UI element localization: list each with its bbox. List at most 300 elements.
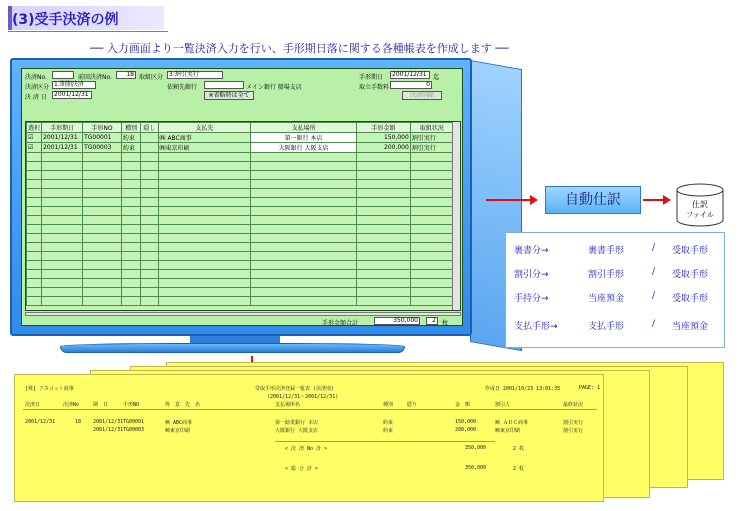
grid-empty-cell bbox=[251, 189, 357, 198]
report-company: [株] アスコット商事 bbox=[25, 386, 74, 392]
report-total-amount: 350,000 bbox=[465, 465, 487, 471]
kubun-label: 決済区分 bbox=[25, 84, 50, 91]
report-header-cell: 期 日 bbox=[93, 402, 109, 408]
mapping-credit: 受取手形 bbox=[672, 246, 709, 256]
grid-empty-cell bbox=[121, 243, 140, 252]
shoryaku-button[interactable]: ※省略時は全て bbox=[204, 91, 254, 100]
kessai-no-label: 決済No. bbox=[25, 74, 47, 81]
grid-empty-cell bbox=[42, 270, 83, 279]
grid-empty-cell bbox=[356, 153, 410, 162]
grid-empty-cell bbox=[83, 252, 122, 261]
grid-empty-cell bbox=[356, 198, 410, 207]
grid-empty-cell bbox=[158, 198, 251, 207]
grid-header-cell: 支払先 bbox=[158, 123, 251, 133]
grid-empty-cell bbox=[356, 225, 410, 234]
grid-empty-cell bbox=[356, 216, 410, 225]
grid-empty-cell bbox=[121, 279, 140, 288]
grid-empty-cell bbox=[141, 279, 158, 288]
grid-empty-cell bbox=[158, 153, 251, 162]
settlement-screen bbox=[21, 68, 463, 326]
grid-empty-cell bbox=[158, 261, 251, 270]
page-subtitle: ── 入力画面より一覧決済入力を行い、手形期日落に関する各種帳表を作成します ── bbox=[90, 42, 509, 55]
grid-empty-cell bbox=[251, 180, 357, 189]
report-title: 受取手形決済登録一覧表 (決済別) bbox=[255, 386, 335, 392]
grid-empty-cell bbox=[83, 243, 122, 252]
grid-empty-cell bbox=[158, 234, 251, 243]
grid-vertical-scrollbar[interactable] bbox=[452, 122, 460, 310]
report-line-status: 割引実行 bbox=[563, 428, 584, 434]
grid-horizontal-scrollbar[interactable] bbox=[25, 312, 461, 316]
grid-cell-no: TG00001 bbox=[83, 133, 122, 143]
grid-empty-cell bbox=[27, 171, 42, 180]
grid-empty-cell bbox=[251, 234, 357, 243]
grid-empty-cell bbox=[141, 216, 158, 225]
grid-empty-cell bbox=[121, 288, 140, 297]
report-header-cell: 得 意 先 名 bbox=[165, 402, 201, 408]
grid-empty-cell bbox=[141, 189, 158, 198]
mapping-debit: 割引手形 bbox=[588, 270, 625, 280]
report-header-cell: 決済日 bbox=[25, 402, 41, 408]
journal-file-label-1: 仕訳 bbox=[692, 200, 708, 209]
grid-empty-cell bbox=[27, 225, 42, 234]
grid-empty-cell bbox=[410, 171, 453, 180]
mapping-separator: / bbox=[652, 267, 656, 277]
grid-empty-cell bbox=[121, 297, 140, 306]
grid-empty-row bbox=[27, 207, 454, 216]
grid-empty-cell bbox=[410, 252, 453, 261]
count-value: 2 bbox=[426, 317, 438, 325]
date-input[interactable]: 2001/12/31 bbox=[52, 91, 92, 99]
page-title: (3)受手決済の例 bbox=[12, 12, 119, 28]
grid-empty-cell bbox=[158, 288, 251, 297]
report-page: PAGE: 1 bbox=[579, 385, 601, 391]
grid-empty-cell bbox=[121, 261, 140, 270]
mapping-debit: 裏書手形 bbox=[588, 246, 625, 256]
grid-empty-cell bbox=[27, 180, 42, 189]
grid-empty-cell bbox=[42, 288, 83, 297]
grid-empty-row bbox=[27, 297, 454, 306]
grid-empty-cell bbox=[83, 270, 122, 279]
grid-empty-cell bbox=[83, 207, 122, 216]
grid-empty-cell bbox=[83, 198, 122, 207]
torikumi-label: 取組区分 bbox=[139, 74, 164, 81]
grid-header-cell: 支払場所 bbox=[251, 123, 357, 133]
torikumi-select[interactable]: 3:割引実行 bbox=[167, 71, 223, 79]
grid-empty-row bbox=[27, 162, 454, 171]
grid-empty-cell bbox=[83, 171, 122, 180]
grid-empty-cell bbox=[158, 216, 251, 225]
grid-empty-cell bbox=[356, 270, 410, 279]
grid-empty-row bbox=[27, 261, 454, 270]
grid-cell-date: 2001/12/31 bbox=[42, 143, 83, 153]
grid-empty-cell bbox=[251, 243, 357, 252]
auto-journal-box: 自動仕訳 bbox=[545, 186, 641, 214]
grid-empty-cell bbox=[42, 180, 83, 189]
grid-empty-cell bbox=[158, 252, 251, 261]
grid-empty-cell bbox=[121, 225, 140, 234]
grid-empty-cell bbox=[410, 216, 453, 225]
report-created: 作成日 2001/10/23 13:01:35 bbox=[485, 386, 561, 392]
grid-empty-cell bbox=[410, 207, 453, 216]
report-total-count: 2 枚 bbox=[513, 466, 525, 472]
grid-empty-cell bbox=[83, 225, 122, 234]
grid-empty-cell bbox=[251, 279, 357, 288]
grid-cell-payee: ㈱ ABC商事 bbox=[158, 133, 251, 143]
grid-empty-cell bbox=[251, 153, 357, 162]
irai-label: 依頼先銀行 bbox=[167, 84, 198, 91]
kubun-select[interactable]: 1:期期決済 bbox=[52, 81, 96, 89]
grid-empty-cell bbox=[121, 252, 140, 261]
report-line-cust: ㈱ ABC商事 bbox=[165, 420, 193, 426]
report-header-cell: 支払場所名 bbox=[275, 402, 301, 408]
report-header-cell: 手形NO bbox=[123, 402, 140, 408]
report-row-no: 18 bbox=[75, 419, 82, 425]
grid-empty-row bbox=[27, 189, 454, 198]
grid-empty-cell bbox=[141, 171, 158, 180]
grid-empty-cell bbox=[141, 243, 158, 252]
report-line-kind: 約束 bbox=[383, 420, 394, 426]
toritate-label: 取立手数料 bbox=[359, 84, 390, 91]
grid-cell-hide bbox=[141, 133, 158, 143]
report-subtotal-rule bbox=[275, 441, 495, 442]
total-label: 手形金額合計 bbox=[322, 320, 359, 327]
report-header-cell: 割引人 bbox=[495, 402, 511, 408]
grid-header-cell: 手形金額 bbox=[356, 123, 410, 133]
grid-empty-cell bbox=[158, 297, 251, 306]
grid-empty-cell bbox=[27, 216, 42, 225]
grid-header-cell: 選択 bbox=[27, 123, 42, 133]
grid-empty-row bbox=[27, 234, 454, 243]
grid-empty-cell bbox=[83, 288, 122, 297]
grid-row[interactable] bbox=[27, 133, 454, 143]
report-line-due: 2001/12/31 bbox=[93, 427, 124, 433]
grid-empty-cell bbox=[42, 162, 83, 171]
grid-empty-cell bbox=[83, 261, 122, 270]
report-total-label: < 総 合 計 > bbox=[285, 466, 319, 472]
arrow-to-file bbox=[643, 199, 665, 201]
grid-empty-row bbox=[27, 279, 454, 288]
prev-kessai-value: 18 bbox=[116, 71, 136, 79]
grid-empty-cell bbox=[141, 234, 158, 243]
grid-empty-cell bbox=[42, 171, 83, 180]
kessai-delete-button[interactable]: 決済削除 bbox=[402, 91, 442, 100]
grid-empty-cell bbox=[27, 288, 42, 297]
monitor bbox=[10, 58, 472, 336]
report-line-cust: ㈱東京印刷 bbox=[165, 428, 191, 434]
grid-empty-row bbox=[27, 252, 454, 261]
irai-value: メイン銀行 船場支店 bbox=[246, 84, 302, 91]
grid-empty-cell bbox=[27, 234, 42, 243]
grid-empty-cell bbox=[410, 198, 453, 207]
grid-empty-cell bbox=[141, 270, 158, 279]
grid-empty-cell bbox=[141, 153, 158, 162]
grid-empty-cell bbox=[141, 261, 158, 270]
grid-empty-cell bbox=[251, 288, 357, 297]
grid-empty-cell bbox=[121, 189, 140, 198]
grid-empty-cell bbox=[121, 270, 140, 279]
grid-empty-cell bbox=[141, 297, 158, 306]
grid-empty-cell bbox=[251, 297, 357, 306]
grid-empty-cell bbox=[410, 225, 453, 234]
grid-empty-cell bbox=[121, 216, 140, 225]
grid-empty-cell bbox=[121, 207, 140, 216]
grid-empty-cell bbox=[83, 180, 122, 189]
grid-row[interactable] bbox=[27, 143, 454, 153]
grid-empty-cell bbox=[251, 162, 357, 171]
report-line-status: 割引実行 bbox=[563, 420, 584, 426]
report-line-amount: 150,000 bbox=[455, 419, 477, 425]
report-header-rule bbox=[23, 409, 597, 410]
grid-empty-cell bbox=[42, 225, 83, 234]
grid-empty-cell bbox=[410, 297, 453, 306]
grid-header-cell: 手形期日 bbox=[42, 123, 83, 133]
grid-empty-row bbox=[27, 171, 454, 180]
grid-empty-cell bbox=[121, 234, 140, 243]
grid-empty-cell bbox=[27, 297, 42, 306]
grid-empty-cell bbox=[42, 297, 83, 306]
arrow-head-file bbox=[663, 195, 671, 205]
grid-empty-cell bbox=[27, 162, 42, 171]
report-line-tno: TG00003 bbox=[123, 427, 145, 433]
grid-empty-cell bbox=[356, 207, 410, 216]
grid-empty-cell bbox=[158, 189, 251, 198]
grid-empty-cell bbox=[27, 270, 42, 279]
mapping-from: 裏書分→ bbox=[514, 246, 549, 256]
grid-empty-cell bbox=[356, 162, 410, 171]
grid-empty-cell bbox=[356, 252, 410, 261]
report-line-amount: 200,000 bbox=[455, 427, 477, 433]
grid-empty-cell bbox=[356, 180, 410, 189]
title-underline bbox=[8, 31, 168, 32]
grid-empty-cell bbox=[251, 198, 357, 207]
grid-empty-cell bbox=[42, 243, 83, 252]
report-header-cell: 隠り bbox=[407, 402, 418, 408]
grid-empty-cell bbox=[410, 189, 453, 198]
grid-empty-cell bbox=[410, 153, 453, 162]
report-line-place: 大阪銀行 大阪支店 bbox=[275, 428, 319, 434]
grid-empty-cell bbox=[141, 162, 158, 171]
grid-empty-cell bbox=[27, 189, 42, 198]
grid-empty-cell bbox=[251, 261, 357, 270]
grid-empty-cell bbox=[83, 297, 122, 306]
grid-empty-cell bbox=[251, 216, 357, 225]
grid-empty-cell bbox=[251, 270, 357, 279]
mapping-from: 支払手形→ bbox=[514, 322, 558, 332]
grid-empty-cell bbox=[158, 180, 251, 189]
mapping-credit: 受取手形 bbox=[672, 270, 709, 280]
mapping-separator: / bbox=[652, 291, 656, 301]
grid-empty-cell bbox=[42, 252, 83, 261]
journal-file-icon bbox=[675, 182, 725, 228]
grid-empty-cell bbox=[141, 252, 158, 261]
grid-empty-cell bbox=[121, 180, 140, 189]
grid-empty-row bbox=[27, 270, 454, 279]
mapping-from: 手持分→ bbox=[514, 294, 549, 304]
report-line-disc: ㈱ ＡＢＣ商事 bbox=[495, 420, 529, 426]
grid-empty-cell bbox=[27, 252, 42, 261]
grid-cell-amount: 200,000 bbox=[356, 143, 410, 153]
grid-empty-cell bbox=[42, 207, 83, 216]
report-subtotal-count: 2 枚 bbox=[513, 446, 525, 452]
grid-empty-cell bbox=[251, 171, 357, 180]
grid-empty-cell bbox=[27, 207, 42, 216]
grid-empty-row bbox=[27, 225, 454, 234]
bill-grid bbox=[25, 121, 461, 311]
grid-empty-cell bbox=[27, 279, 42, 288]
grid-cell-place: 大阪銀行 大阪支店 bbox=[251, 143, 357, 153]
report-row-date: 2001/12/31 bbox=[25, 419, 56, 425]
grid-header-cell: 種別 bbox=[121, 123, 140, 133]
grid-empty-cell bbox=[83, 234, 122, 243]
grid-header-row bbox=[27, 123, 454, 133]
grid-cell-status: 割引実行 bbox=[410, 133, 453, 143]
grid-empty-cell bbox=[42, 279, 83, 288]
grid-cell-amount: 150,000 bbox=[356, 133, 410, 143]
grid-empty-cell bbox=[42, 234, 83, 243]
grid-empty-cell bbox=[121, 162, 140, 171]
grid-cell-date: 2001/12/31 bbox=[42, 133, 83, 143]
grid-empty-row bbox=[27, 216, 454, 225]
grid-empty-cell bbox=[42, 153, 83, 162]
grid-empty-cell bbox=[158, 207, 251, 216]
mapping-debit: 支払手形 bbox=[588, 322, 625, 332]
grid-empty-cell bbox=[410, 261, 453, 270]
grid-empty-cell bbox=[410, 288, 453, 297]
grid-empty-cell bbox=[42, 198, 83, 207]
grid-empty-cell bbox=[251, 225, 357, 234]
grid-empty-cell bbox=[27, 261, 42, 270]
mapping-separator: / bbox=[652, 319, 656, 329]
report-period: (2001/12/31～2001/12/31) bbox=[267, 394, 339, 400]
journal-mapping-box bbox=[505, 232, 725, 348]
grid-empty-row bbox=[27, 198, 454, 207]
grid-empty-cell bbox=[83, 189, 122, 198]
kijitsu-label: 手形期日 bbox=[359, 74, 384, 81]
grid-cell-sel[interactable]: ☑ bbox=[27, 143, 42, 153]
grid-empty-row bbox=[27, 288, 454, 297]
grid-empty-cell bbox=[121, 153, 140, 162]
grid-empty-cell bbox=[410, 243, 453, 252]
report-sheet-front bbox=[14, 374, 604, 502]
count-unit: 枚 bbox=[442, 320, 449, 327]
kijitsu-suffix: 迄 bbox=[433, 74, 440, 81]
grid-cell-kind: 約束 bbox=[121, 143, 140, 153]
kijitsu-input[interactable]: 2001/12/31 bbox=[390, 71, 430, 79]
grid-empty-row bbox=[27, 153, 454, 162]
report-line-place: 第一勧業銀行 本店 bbox=[275, 420, 319, 426]
grid-empty-cell bbox=[141, 207, 158, 216]
grid-header-cell: 手形NO bbox=[83, 123, 122, 133]
toritate-input[interactable]: 0 bbox=[390, 81, 432, 89]
grid-empty-cell bbox=[158, 243, 251, 252]
grid-empty-cell bbox=[121, 198, 140, 207]
grid-empty-cell bbox=[27, 153, 42, 162]
grid-empty-cell bbox=[141, 225, 158, 234]
grid-empty-cell bbox=[141, 288, 158, 297]
date-label: 決 済 日 bbox=[25, 94, 47, 101]
grid-cell-place: 第一銀行 本店 bbox=[251, 133, 357, 143]
grid-empty-cell bbox=[356, 279, 410, 288]
report-line-kind: 約束 bbox=[383, 428, 394, 434]
report-header-cell: 決済No bbox=[63, 402, 80, 408]
grid-cell-sel[interactable]: ☑ bbox=[27, 133, 42, 143]
grid-cell-status: 割引実行 bbox=[410, 143, 453, 153]
grid-empty-cell bbox=[27, 243, 42, 252]
grid-empty-cell bbox=[356, 297, 410, 306]
grid-empty-cell bbox=[158, 279, 251, 288]
grid-empty-cell bbox=[410, 180, 453, 189]
grid-empty-cell bbox=[83, 162, 122, 171]
kessai-no-input[interactable] bbox=[52, 71, 74, 79]
grid-header-cell: 取組状況 bbox=[410, 123, 453, 133]
prev-kessai-label: 前回決済No. bbox=[78, 74, 112, 81]
grid-empty-cell bbox=[356, 234, 410, 243]
grid-empty-cell bbox=[42, 216, 83, 225]
report-line-due: 2001/12/31 bbox=[93, 419, 124, 425]
report-line-tno: TG00001 bbox=[123, 419, 145, 425]
grid-empty-cell bbox=[410, 279, 453, 288]
arrow-to-auto bbox=[486, 199, 532, 201]
grid-empty-cell bbox=[42, 261, 83, 270]
mapping-credit: 当座預金 bbox=[672, 322, 709, 332]
grid-empty-cell bbox=[158, 225, 251, 234]
total-value: 350,000 bbox=[374, 317, 420, 325]
report-subtotal-amount: 350,000 bbox=[465, 445, 487, 451]
grid-empty-row bbox=[27, 180, 454, 189]
arrow-head-auto bbox=[530, 195, 538, 205]
report-subtotal-label: < 決 済 No 計 > bbox=[285, 446, 328, 452]
grid-empty-cell bbox=[356, 243, 410, 252]
grid-empty-cell bbox=[42, 189, 83, 198]
grid-empty-cell bbox=[83, 153, 122, 162]
grid-cell-kind: 約束 bbox=[121, 133, 140, 143]
grid-empty-cell bbox=[410, 270, 453, 279]
grid-empty-cell bbox=[158, 270, 251, 279]
journal-file-label-2: ファイル bbox=[686, 211, 714, 219]
grid-empty-cell bbox=[410, 234, 453, 243]
grid-header-cell: 隠し bbox=[141, 123, 158, 133]
grid-empty-cell bbox=[121, 171, 140, 180]
grid-empty-cell bbox=[158, 162, 251, 171]
grid-cell-payee: ㈱東京印刷 bbox=[158, 143, 251, 153]
irai-input[interactable] bbox=[204, 81, 244, 89]
grid-cell-hide bbox=[141, 143, 158, 153]
monitor-stand bbox=[60, 343, 405, 353]
report-header-cell: 種別 bbox=[383, 402, 394, 408]
grid-empty-cell bbox=[410, 162, 453, 171]
grid-empty-cell bbox=[356, 261, 410, 270]
grid-empty-cell bbox=[356, 171, 410, 180]
mapping-separator: / bbox=[652, 243, 656, 253]
report-line-disc: ㈱東京印刷 bbox=[495, 428, 521, 434]
grid-empty-cell bbox=[83, 216, 122, 225]
mapping-from: 割引分→ bbox=[514, 270, 549, 280]
grid-empty-cell bbox=[141, 180, 158, 189]
grid-cell-no: TG00003 bbox=[83, 143, 122, 153]
grid-empty-cell bbox=[356, 288, 410, 297]
report-header-cell: 最終状況 bbox=[563, 402, 584, 408]
mapping-debit: 当座預金 bbox=[588, 294, 625, 304]
grid-empty-cell bbox=[356, 189, 410, 198]
grid-empty-cell bbox=[27, 198, 42, 207]
grid-empty-cell bbox=[141, 198, 158, 207]
grid-empty-cell bbox=[83, 279, 122, 288]
grid-empty-row bbox=[27, 243, 454, 252]
grid-empty-cell bbox=[251, 252, 357, 261]
mapping-credit: 受取手形 bbox=[672, 294, 709, 304]
grid-empty-cell bbox=[158, 171, 251, 180]
grid-empty-cell bbox=[251, 207, 357, 216]
